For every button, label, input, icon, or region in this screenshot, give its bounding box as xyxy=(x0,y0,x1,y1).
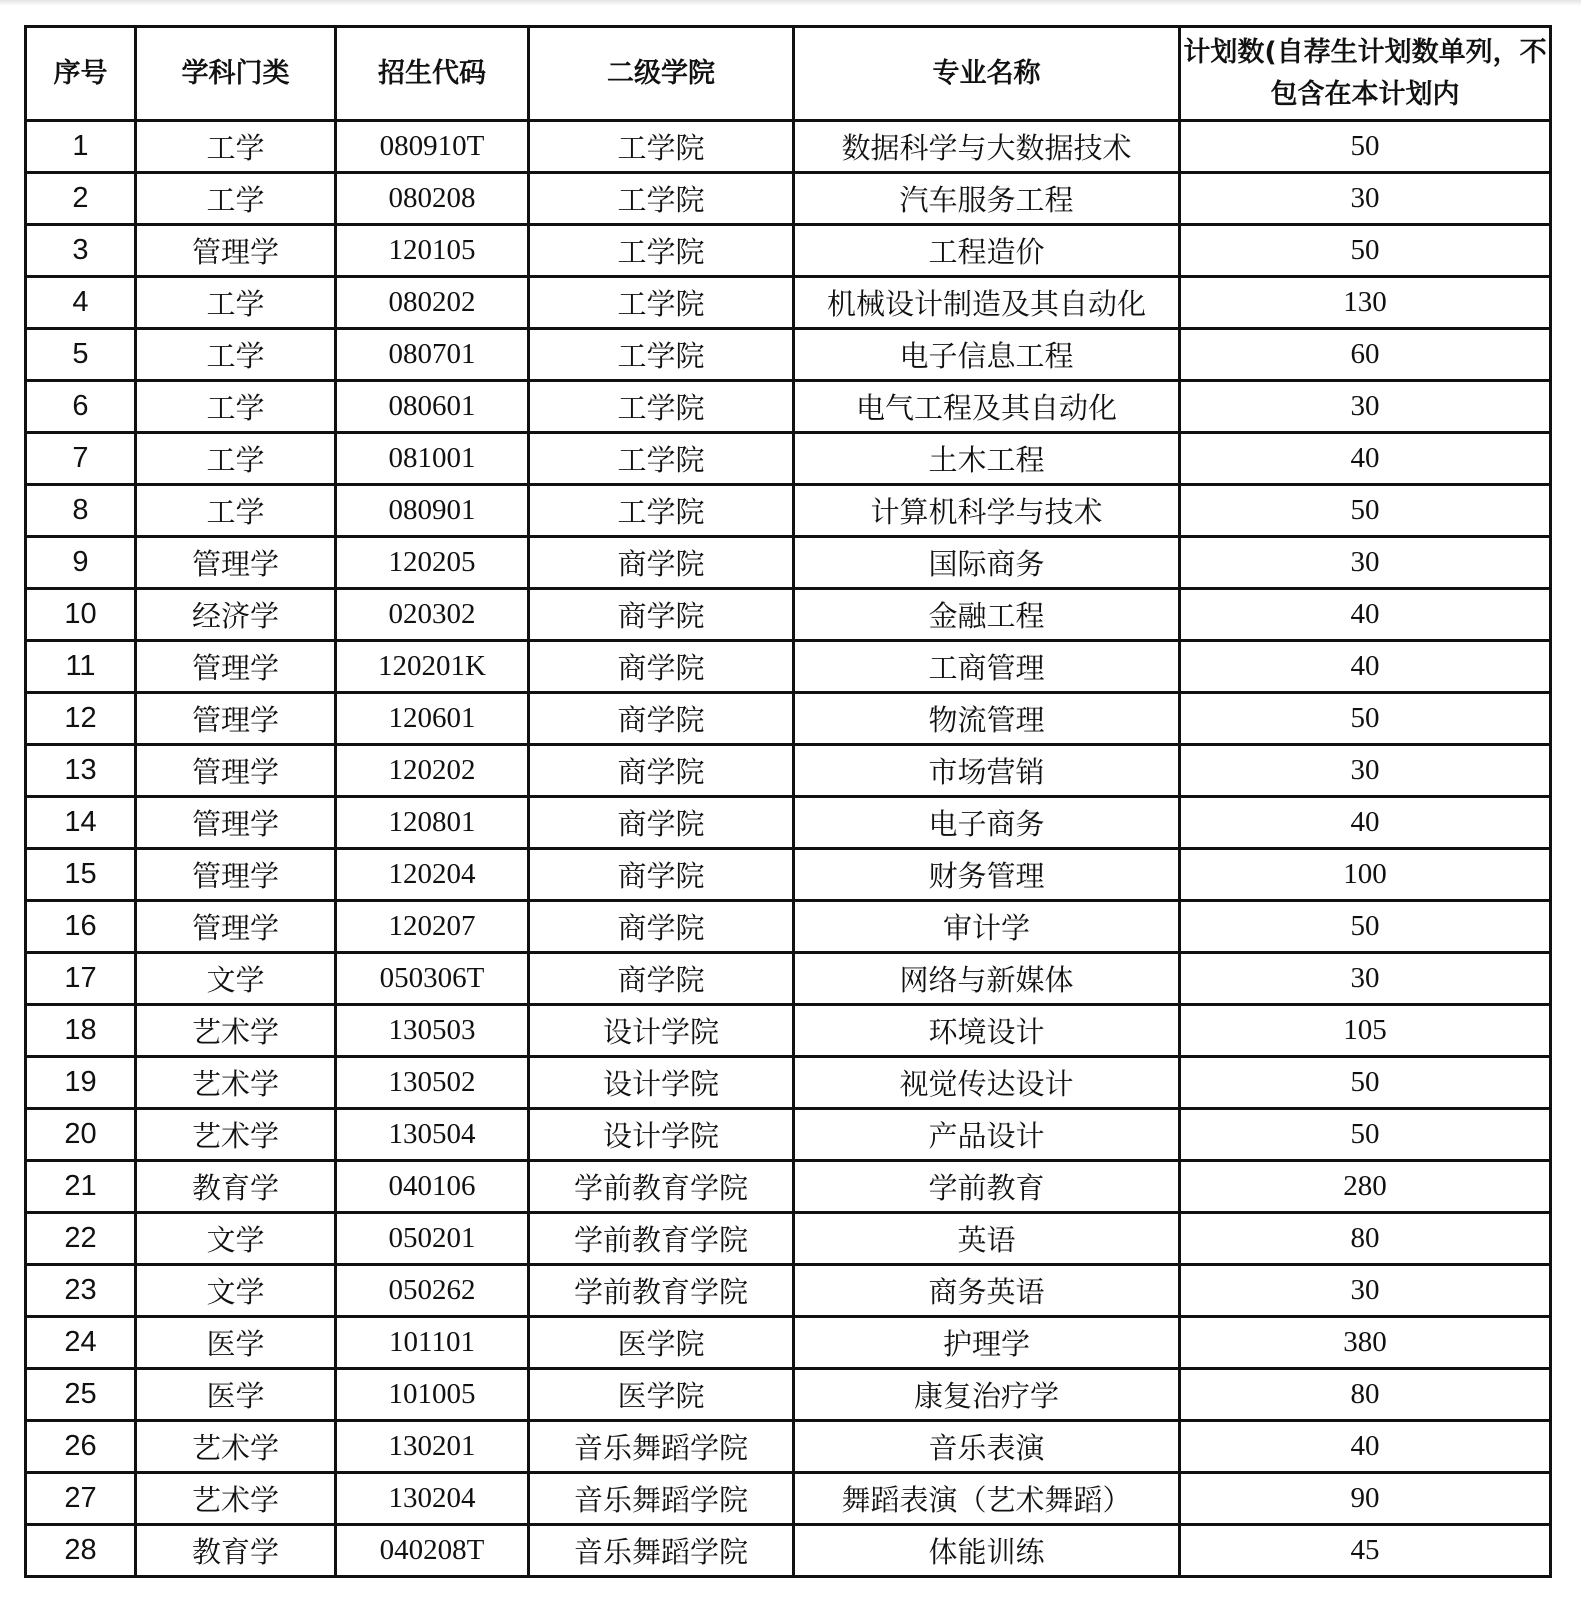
cell-plan-count: 105 xyxy=(1180,1005,1551,1057)
cell-enrollment-code: 130204 xyxy=(336,1473,529,1525)
cell-discipline-category: 艺术学 xyxy=(136,1473,336,1525)
cell-major-name: 视觉传达设计 xyxy=(794,1057,1180,1109)
cell-plan-count: 30 xyxy=(1180,953,1551,1005)
cell-discipline-category: 医学 xyxy=(136,1317,336,1369)
cell-index: 5 xyxy=(26,329,136,381)
cell-index: 6 xyxy=(26,381,136,433)
table-row xyxy=(26,225,1551,277)
table-row xyxy=(26,329,1551,381)
cell-major-name: 护理学 xyxy=(794,1317,1180,1369)
header-plan-count: 计划数(自荐生计划数单列，不包含在本计划内 xyxy=(1180,27,1551,121)
cell-major-name: 计算机科学与技术 xyxy=(794,485,1180,537)
cell-index: 17 xyxy=(26,953,136,1005)
table-row xyxy=(26,745,1551,797)
table-row xyxy=(26,1005,1551,1057)
cell-discipline-category: 管理学 xyxy=(136,693,336,745)
cell-enrollment-code: 120205 xyxy=(336,537,529,589)
cell-index: 26 xyxy=(26,1421,136,1473)
cell-index: 7 xyxy=(26,433,136,485)
cell-major-name: 工程造价 xyxy=(794,225,1180,277)
cell-secondary-college: 商学院 xyxy=(529,589,794,641)
cell-discipline-category: 工学 xyxy=(136,121,336,173)
cell-index: 20 xyxy=(26,1109,136,1161)
cell-enrollment-code: 080910T xyxy=(336,121,529,173)
cell-major-name: 网络与新媒体 xyxy=(794,953,1180,1005)
header-index: 序号 xyxy=(26,27,136,121)
cell-major-name: 工商管理 xyxy=(794,641,1180,693)
cell-index: 22 xyxy=(26,1213,136,1265)
cell-plan-count: 40 xyxy=(1180,797,1551,849)
cell-enrollment-code: 130504 xyxy=(336,1109,529,1161)
cell-major-name: 土木工程 xyxy=(794,433,1180,485)
cell-secondary-college: 商学院 xyxy=(529,849,794,901)
cell-secondary-college: 音乐舞蹈学院 xyxy=(529,1525,794,1577)
cell-discipline-category: 教育学 xyxy=(136,1161,336,1213)
table-row xyxy=(26,1369,1551,1421)
cell-secondary-college: 设计学院 xyxy=(529,1109,794,1161)
cell-enrollment-code: 120202 xyxy=(336,745,529,797)
cell-plan-count: 40 xyxy=(1180,433,1551,485)
cell-enrollment-code: 120201K xyxy=(336,641,529,693)
table-row xyxy=(26,901,1551,953)
cell-plan-count: 60 xyxy=(1180,329,1551,381)
header-secondary-college: 二级学院 xyxy=(529,27,794,121)
cell-major-name: 商务英语 xyxy=(794,1265,1180,1317)
cell-discipline-category: 管理学 xyxy=(136,901,336,953)
cell-plan-count: 30 xyxy=(1180,1265,1551,1317)
cell-index: 8 xyxy=(26,485,136,537)
cell-plan-count: 100 xyxy=(1180,849,1551,901)
cell-discipline-category: 管理学 xyxy=(136,797,336,849)
cell-plan-count: 50 xyxy=(1180,1109,1551,1161)
cell-enrollment-code: 050201 xyxy=(336,1213,529,1265)
cell-index: 13 xyxy=(26,745,136,797)
cell-secondary-college: 工学院 xyxy=(529,485,794,537)
cell-enrollment-code: 101101 xyxy=(336,1317,529,1369)
cell-index: 15 xyxy=(26,849,136,901)
cell-discipline-category: 工学 xyxy=(136,277,336,329)
cell-index: 4 xyxy=(26,277,136,329)
cell-discipline-category: 管理学 xyxy=(136,849,336,901)
cell-plan-count: 280 xyxy=(1180,1161,1551,1213)
cell-enrollment-code: 101005 xyxy=(336,1369,529,1421)
cell-major-name: 机械设计制造及其自动化 xyxy=(794,277,1180,329)
cell-major-name: 金融工程 xyxy=(794,589,1180,641)
cell-major-name: 电气工程及其自动化 xyxy=(794,381,1180,433)
table-row xyxy=(26,277,1551,329)
cell-plan-count: 40 xyxy=(1180,589,1551,641)
cell-major-name: 汽车服务工程 xyxy=(794,173,1180,225)
table-row xyxy=(26,537,1551,589)
cell-index: 14 xyxy=(26,797,136,849)
cell-secondary-college: 音乐舞蹈学院 xyxy=(529,1421,794,1473)
cell-plan-count: 30 xyxy=(1180,173,1551,225)
cell-plan-count: 30 xyxy=(1180,745,1551,797)
cell-index: 9 xyxy=(26,537,136,589)
cell-secondary-college: 工学院 xyxy=(529,225,794,277)
cell-major-name: 电子信息工程 xyxy=(794,329,1180,381)
cell-major-name: 国际商务 xyxy=(794,537,1180,589)
table-row xyxy=(26,1421,1551,1473)
cell-secondary-college: 医学院 xyxy=(529,1369,794,1421)
cell-major-name: 财务管理 xyxy=(794,849,1180,901)
cell-discipline-category: 艺术学 xyxy=(136,1421,336,1473)
cell-plan-count: 50 xyxy=(1180,121,1551,173)
table-row xyxy=(26,1109,1551,1161)
cell-secondary-college: 设计学院 xyxy=(529,1005,794,1057)
table-row xyxy=(26,485,1551,537)
cell-enrollment-code: 081001 xyxy=(336,433,529,485)
cell-enrollment-code: 120105 xyxy=(336,225,529,277)
cell-enrollment-code: 120801 xyxy=(336,797,529,849)
header-discipline-category: 学科门类 xyxy=(136,27,336,121)
cell-secondary-college: 医学院 xyxy=(529,1317,794,1369)
header-major-name: 专业名称 xyxy=(794,27,1180,121)
cell-secondary-college: 学前教育学院 xyxy=(529,1213,794,1265)
cell-secondary-college: 商学院 xyxy=(529,641,794,693)
table-row xyxy=(26,1473,1551,1525)
cell-secondary-college: 学前教育学院 xyxy=(529,1161,794,1213)
cell-enrollment-code: 120204 xyxy=(336,849,529,901)
cell-enrollment-code: 120601 xyxy=(336,693,529,745)
cell-secondary-college: 商学院 xyxy=(529,953,794,1005)
table-row xyxy=(26,641,1551,693)
table-row xyxy=(26,953,1551,1005)
table-row xyxy=(26,589,1551,641)
table-body xyxy=(26,121,1551,1577)
cell-index: 1 xyxy=(26,121,136,173)
cell-plan-count: 90 xyxy=(1180,1473,1551,1525)
cell-discipline-category: 文学 xyxy=(136,1213,336,1265)
cell-major-name: 英语 xyxy=(794,1213,1180,1265)
cell-index: 25 xyxy=(26,1369,136,1421)
cell-major-name: 舞蹈表演（艺术舞蹈） xyxy=(794,1473,1180,1525)
cell-discipline-category: 艺术学 xyxy=(136,1005,336,1057)
cell-plan-count: 45 xyxy=(1180,1525,1551,1577)
cell-enrollment-code: 080601 xyxy=(336,381,529,433)
cell-plan-count: 50 xyxy=(1180,901,1551,953)
cell-discipline-category: 经济学 xyxy=(136,589,336,641)
cell-secondary-college: 学前教育学院 xyxy=(529,1265,794,1317)
cell-discipline-category: 教育学 xyxy=(136,1525,336,1577)
cell-discipline-category: 文学 xyxy=(136,1265,336,1317)
cell-major-name: 物流管理 xyxy=(794,693,1180,745)
cell-index: 21 xyxy=(26,1161,136,1213)
cell-enrollment-code: 040208T xyxy=(336,1525,529,1577)
cell-plan-count: 50 xyxy=(1180,225,1551,277)
cell-index: 23 xyxy=(26,1265,136,1317)
header-enrollment-code: 招生代码 xyxy=(336,27,529,121)
table-row xyxy=(26,1525,1551,1577)
cell-discipline-category: 工学 xyxy=(136,433,336,485)
cell-enrollment-code: 130502 xyxy=(336,1057,529,1109)
cell-plan-count: 50 xyxy=(1180,485,1551,537)
table-row xyxy=(26,173,1551,225)
cell-enrollment-code: 080901 xyxy=(336,485,529,537)
header-row xyxy=(26,27,1551,121)
cell-secondary-college: 工学院 xyxy=(529,173,794,225)
cell-discipline-category: 工学 xyxy=(136,329,336,381)
cell-discipline-category: 工学 xyxy=(136,485,336,537)
cell-enrollment-code: 040106 xyxy=(336,1161,529,1213)
cell-index: 16 xyxy=(26,901,136,953)
cell-secondary-college: 商学院 xyxy=(529,537,794,589)
cell-major-name: 体能训练 xyxy=(794,1525,1180,1577)
table-row xyxy=(26,1317,1551,1369)
enrollment-plan-table xyxy=(24,25,1552,1578)
cell-discipline-category: 管理学 xyxy=(136,641,336,693)
cell-secondary-college: 工学院 xyxy=(529,329,794,381)
cell-enrollment-code: 120207 xyxy=(336,901,529,953)
cell-major-name: 康复治疗学 xyxy=(794,1369,1180,1421)
table-row xyxy=(26,1161,1551,1213)
cell-secondary-college: 工学院 xyxy=(529,433,794,485)
cell-plan-count: 50 xyxy=(1180,693,1551,745)
cell-index: 12 xyxy=(26,693,136,745)
cell-plan-count: 380 xyxy=(1180,1317,1551,1369)
cell-index: 10 xyxy=(26,589,136,641)
cell-discipline-category: 医学 xyxy=(136,1369,336,1421)
cell-discipline-category: 管理学 xyxy=(136,537,336,589)
top-shadow xyxy=(0,0,1581,6)
cell-discipline-category: 工学 xyxy=(136,173,336,225)
cell-index: 24 xyxy=(26,1317,136,1369)
cell-plan-count: 130 xyxy=(1180,277,1551,329)
cell-index: 3 xyxy=(26,225,136,277)
table-row xyxy=(26,121,1551,173)
cell-plan-count: 80 xyxy=(1180,1213,1551,1265)
cell-discipline-category: 工学 xyxy=(136,381,336,433)
cell-index: 2 xyxy=(26,173,136,225)
cell-discipline-category: 管理学 xyxy=(136,745,336,797)
cell-major-name: 市场营销 xyxy=(794,745,1180,797)
cell-discipline-category: 文学 xyxy=(136,953,336,1005)
cell-index: 19 xyxy=(26,1057,136,1109)
cell-plan-count: 30 xyxy=(1180,537,1551,589)
table-row xyxy=(26,1057,1551,1109)
cell-secondary-college: 商学院 xyxy=(529,745,794,797)
cell-discipline-category: 艺术学 xyxy=(136,1057,336,1109)
cell-enrollment-code: 130503 xyxy=(336,1005,529,1057)
table-row xyxy=(26,1213,1551,1265)
cell-enrollment-code: 080701 xyxy=(336,329,529,381)
cell-plan-count: 50 xyxy=(1180,1057,1551,1109)
cell-secondary-college: 工学院 xyxy=(529,121,794,173)
cell-major-name: 音乐表演 xyxy=(794,1421,1180,1473)
cell-index: 18 xyxy=(26,1005,136,1057)
cell-secondary-college: 音乐舞蹈学院 xyxy=(529,1473,794,1525)
cell-plan-count: 40 xyxy=(1180,641,1551,693)
cell-plan-count: 80 xyxy=(1180,1369,1551,1421)
cell-secondary-college: 设计学院 xyxy=(529,1057,794,1109)
cell-enrollment-code: 080208 xyxy=(336,173,529,225)
cell-secondary-college: 商学院 xyxy=(529,797,794,849)
table-header xyxy=(26,27,1551,121)
cell-major-name: 电子商务 xyxy=(794,797,1180,849)
cell-major-name: 环境设计 xyxy=(794,1005,1180,1057)
cell-enrollment-code: 050262 xyxy=(336,1265,529,1317)
cell-index: 27 xyxy=(26,1473,136,1525)
cell-major-name: 数据科学与大数据技术 xyxy=(794,121,1180,173)
cell-index: 28 xyxy=(26,1525,136,1577)
cell-discipline-category: 艺术学 xyxy=(136,1109,336,1161)
table-row xyxy=(26,693,1551,745)
table-row xyxy=(26,381,1551,433)
cell-major-name: 审计学 xyxy=(794,901,1180,953)
cell-plan-count: 40 xyxy=(1180,1421,1551,1473)
cell-secondary-college: 商学院 xyxy=(529,901,794,953)
cell-secondary-college: 工学院 xyxy=(529,381,794,433)
cell-enrollment-code: 080202 xyxy=(336,277,529,329)
cell-major-name: 学前教育 xyxy=(794,1161,1180,1213)
table-row xyxy=(26,849,1551,901)
cell-enrollment-code: 020302 xyxy=(336,589,529,641)
table-row xyxy=(26,1265,1551,1317)
cell-plan-count: 30 xyxy=(1180,381,1551,433)
cell-major-name: 产品设计 xyxy=(794,1109,1180,1161)
table-row xyxy=(26,433,1551,485)
table-row xyxy=(26,797,1551,849)
cell-secondary-college: 商学院 xyxy=(529,693,794,745)
cell-secondary-college: 工学院 xyxy=(529,277,794,329)
cell-discipline-category: 管理学 xyxy=(136,225,336,277)
cell-enrollment-code: 130201 xyxy=(336,1421,529,1473)
cell-index: 11 xyxy=(26,641,136,693)
cell-enrollment-code: 050306T xyxy=(336,953,529,1005)
